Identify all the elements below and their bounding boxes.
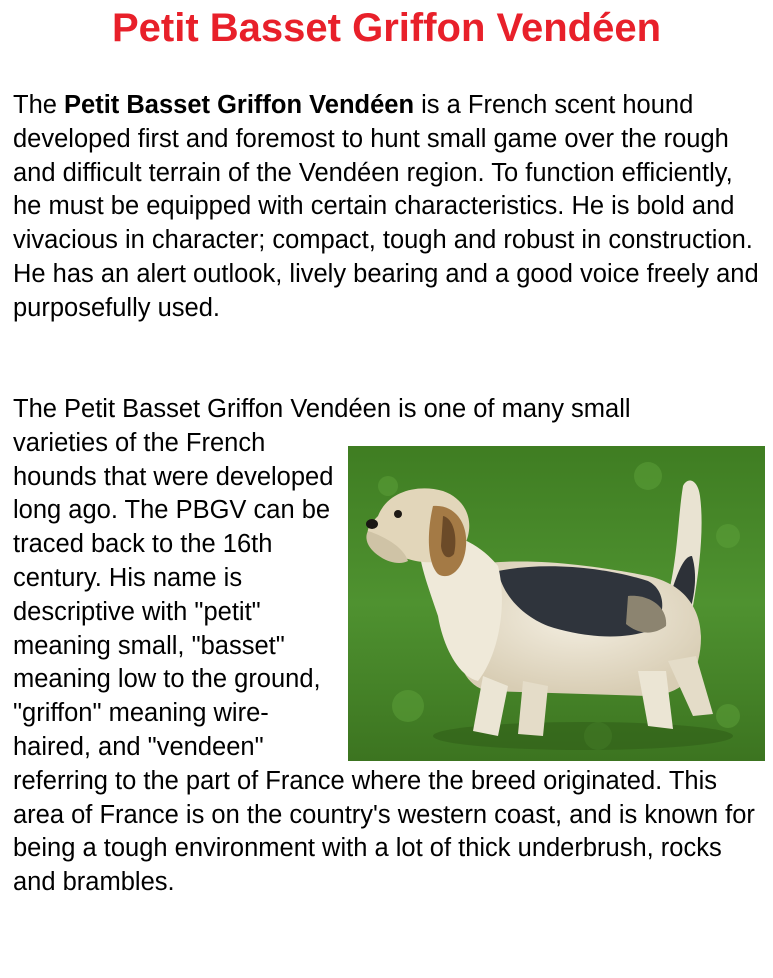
breed-name-bold: Petit Basset Griffon Vendéen <box>64 91 415 119</box>
intro-paragraph <box>13 89 765 326</box>
page-title: Petit Basset Griffon Vendéen <box>111 6 662 50</box>
intro-rest: is a French scent hound developed first and foremost to hunt small game over the rough and difficult terrain of the Vendéen region. To function efficiently, he must be equipped with certain characteristics. He is bold and vivacious in character; compact, tough and robust in construction. He has an alert outlook, lively bearing and a good voice freely and purposefully used. <box>13 91 759 322</box>
dog-photo <box>348 446 765 761</box>
history-first-line: The Petit Basset Griffon Vendéen is one of many small <box>13 395 631 423</box>
history-paragraph <box>13 393 765 900</box>
intro-prefix: The <box>13 91 65 119</box>
history-rest: varieties of the French hounds that were developed long ago. The PBGV can be traced back to the 16th century. His name is descriptive with "petit" meaning small, "basset" meaning low to the ground, "griffon" meaning wire-haired, and "vendeen" referring to the part of France where the breed originated. This area of France is on the country's western coast, and is known for being a tough environment with a lot of thick underbrush, rocks and brambles. <box>13 428 755 897</box>
